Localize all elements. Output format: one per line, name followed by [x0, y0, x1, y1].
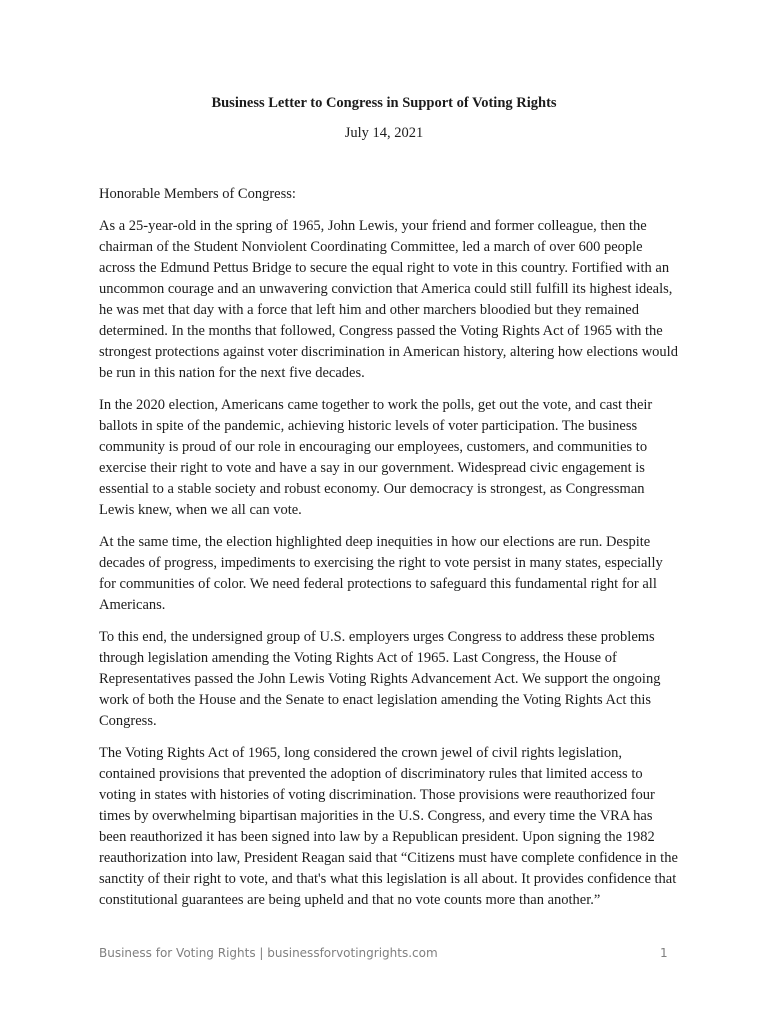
paragraph-5: The Voting Rights Act of 1965, long considered the crown jewel of civil rights legislation, contained provisions that prevented the adoption of discriminatory rules that limited access to voting in states with histories of voting discrimination. Those provisions were reauthorized four times by overwhelming bipartisan majorities in the U.S. Congress, and every time the VRA has been reauthorized it has been signed into law by a Republican president. Upon signing the 1982 reauthorization into law, President Reagan said that “Citizens must have complete confidence in the sanctity of their right to vote, and that's what this legislation is all about. It provides confidence that constitutional guarantees are being upheld and that no vote counts more than another.” [99, 745, 678, 908]
salutation: Honorable Members of Congress: [99, 186, 296, 202]
document-date: July 14, 2021 [344, 125, 424, 141]
paragraph-3: At the same time, the election highlighted deep inequities in how our elections are run. Despite decades of progress, impediments to exercising the right to vote persist in many states, especially for communities of color. We need federal protections to safeguard this fundamental right for all Americans. [99, 534, 663, 613]
document-title: Business Letter to Congress in Support of Voting Rights [211, 95, 557, 111]
footer-text: Business for Voting Rights | businessforvotingrights.com [99, 946, 438, 960]
page-number: 1 [660, 946, 668, 960]
letter-body [99, 184, 679, 922]
paragraph-4: To this end, the undersigned group of U.S. employers urges Congress to address these problems through legislation amending the Voting Rights Act of 1965. Last Congress, the House of Representatives passed the John Lewis Voting Rights Advancement Act. We support the ongoing work of both the House and the Senate to enact legislation amending the Voting Rights Act this Congress. [99, 629, 661, 729]
paragraph-2: In the 2020 election, Americans came together to work the polls, get out the vote, and cast their ballots in spite of the pandemic, achieving historic levels of voter participation. The business community is proud of our role in encouraging our employees, customers, and communities to exercise their right to vote and have a say in our government. Widespread civic engagement is essential to a stable society and robust economy. Our democracy is strongest, as Congressman Lewis knew, when we all can vote. [99, 397, 653, 518]
paragraph-1: As a 25-year-old in the spring of 1965, John Lewis, your friend and former colleague, then the chairman of the Student Nonviolent Coordinating Committee, led a march of over 600 people across the Edmund Pettus Bridge to secure the equal right to vote in this country. Fortified with an uncommon courage and an unwavering conviction that America could still fulfill its highest ideals, he was met that day with a force that left him and other marchers bloodied but they remained determined. In the months that followed, Congress passed the Voting Rights Act of 1965 with the strongest protections against voter discrimination in American history, altering how elections would be run in this nation for the next five decades. [99, 218, 678, 381]
